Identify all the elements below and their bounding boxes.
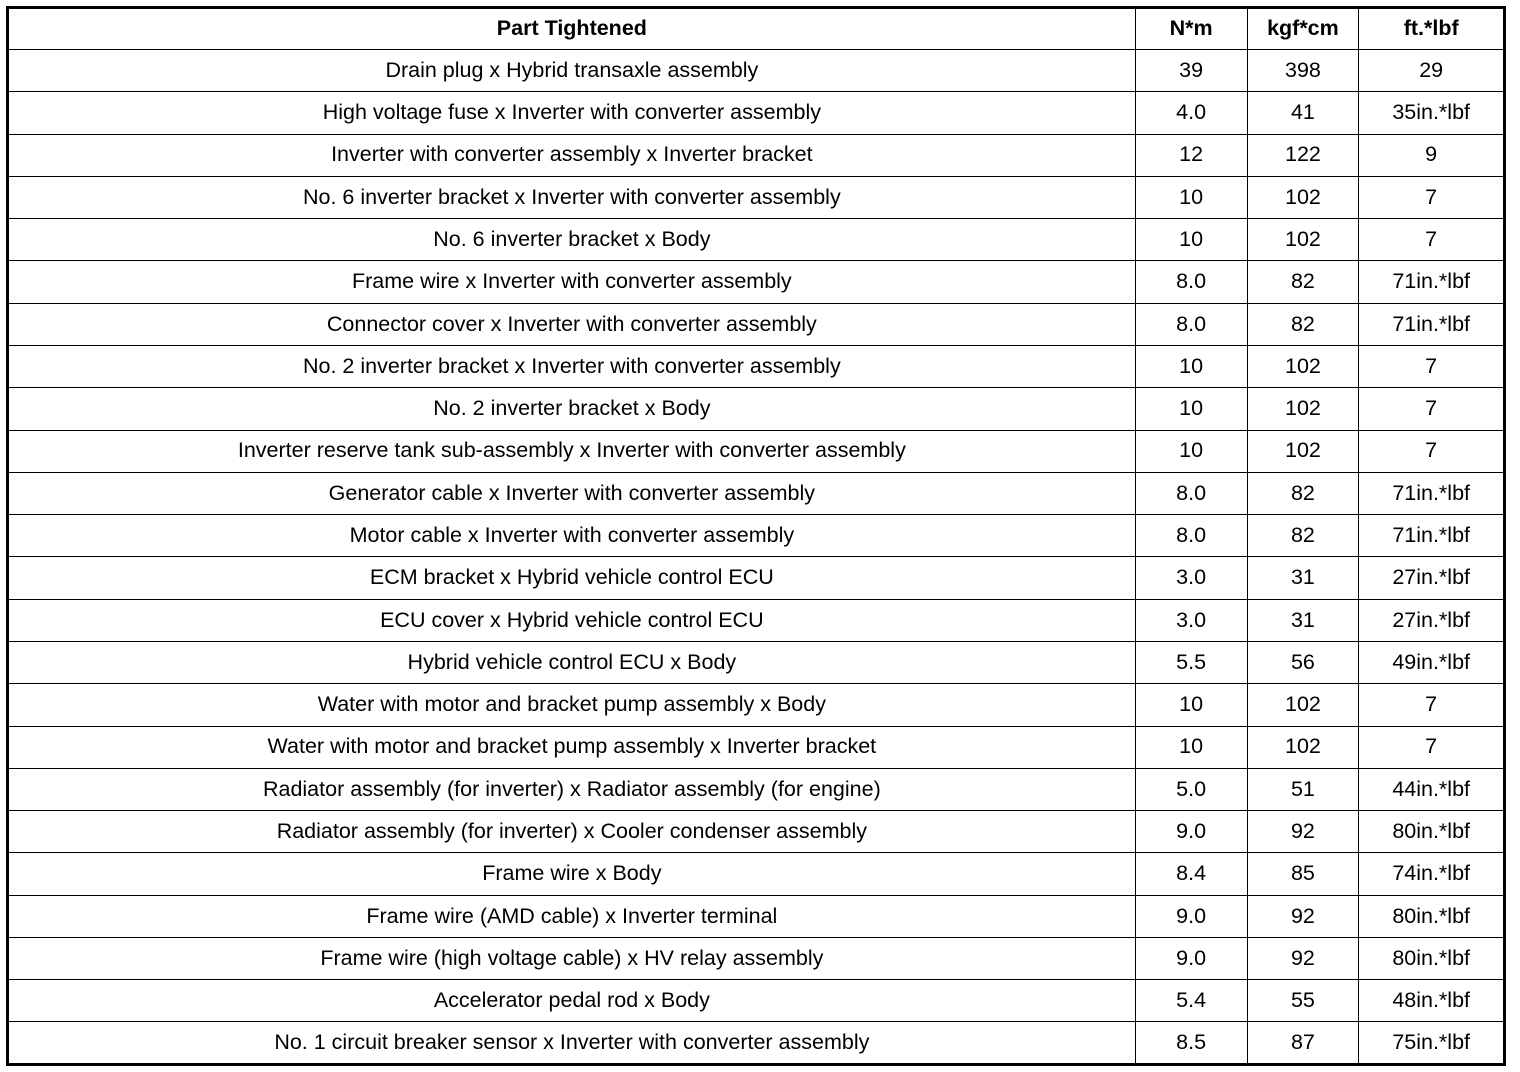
table-row [8, 515, 1505, 557]
torque-spec-table [6, 6, 1506, 1066]
part-cell: Inverter reserve tank sub-assembly x Inverter with converter assembly [8, 430, 1136, 472]
kgfcm-cell: 102 [1247, 726, 1359, 768]
ftlbf-cell: 48in.*lbf [1359, 980, 1505, 1022]
nm-cell: 9.0 [1135, 937, 1247, 979]
nm-cell: 10 [1135, 684, 1247, 726]
ftlbf-cell: 29 [1359, 50, 1505, 92]
kgfcm-cell: 55 [1247, 980, 1359, 1022]
table-row [8, 50, 1505, 92]
table-row [8, 388, 1505, 430]
table-row [8, 176, 1505, 218]
part-cell: Generator cable x Inverter with converter assembly [8, 472, 1136, 514]
kgfcm-cell: 398 [1247, 50, 1359, 92]
kgfcm-cell: 92 [1247, 937, 1359, 979]
table-row [8, 261, 1505, 303]
ftlbf-cell: 80in.*lbf [1359, 937, 1505, 979]
ftlbf-cell: 35in.*lbf [1359, 92, 1505, 134]
kgfcm-cell: 102 [1247, 684, 1359, 726]
table-row [8, 430, 1505, 472]
ftlbf-cell: 80in.*lbf [1359, 895, 1505, 937]
nm-cell: 8.0 [1135, 303, 1247, 345]
part-cell: Water with motor and bracket pump assembly x Body [8, 684, 1136, 726]
ftlbf-cell: 9 [1359, 134, 1505, 176]
part-cell: No. 1 circuit breaker sensor x Inverter with converter assembly [8, 1022, 1136, 1065]
nm-cell: 10 [1135, 726, 1247, 768]
part-cell: Water with motor and bracket pump assembly x Inverter bracket [8, 726, 1136, 768]
ftlbf-cell: 7 [1359, 430, 1505, 472]
header-part-tightened: Part Tightened [8, 8, 1136, 50]
ftlbf-cell: 7 [1359, 219, 1505, 261]
nm-cell: 3.0 [1135, 557, 1247, 599]
nm-cell: 3.0 [1135, 599, 1247, 641]
part-cell: Connector cover x Inverter with converter assembly [8, 303, 1136, 345]
nm-cell: 8.0 [1135, 515, 1247, 557]
kgfcm-cell: 102 [1247, 219, 1359, 261]
nm-cell: 10 [1135, 388, 1247, 430]
table-row [8, 937, 1505, 979]
table-row [8, 726, 1505, 768]
ftlbf-cell: 7 [1359, 684, 1505, 726]
kgfcm-cell: 102 [1247, 430, 1359, 472]
nm-cell: 39 [1135, 50, 1247, 92]
kgfcm-cell: 41 [1247, 92, 1359, 134]
part-cell: Frame wire x Inverter with converter assembly [8, 261, 1136, 303]
ftlbf-cell: 74in.*lbf [1359, 853, 1505, 895]
table-row [8, 768, 1505, 810]
kgfcm-cell: 102 [1247, 345, 1359, 387]
part-cell: Hybrid vehicle control ECU x Body [8, 641, 1136, 683]
table-row [8, 134, 1505, 176]
part-cell: No. 2 inverter bracket x Body [8, 388, 1136, 430]
table-row [8, 1022, 1505, 1065]
kgfcm-cell: 82 [1247, 303, 1359, 345]
table-row [8, 853, 1505, 895]
kgfcm-cell: 51 [1247, 768, 1359, 810]
nm-cell: 10 [1135, 345, 1247, 387]
table-row [8, 92, 1505, 134]
table-header-row [8, 8, 1505, 50]
ftlbf-cell: 71in.*lbf [1359, 472, 1505, 514]
part-cell: Drain plug x Hybrid transaxle assembly [8, 50, 1136, 92]
kgfcm-cell: 92 [1247, 895, 1359, 937]
ftlbf-cell: 71in.*lbf [1359, 303, 1505, 345]
ftlbf-cell: 71in.*lbf [1359, 515, 1505, 557]
table-row [8, 303, 1505, 345]
ftlbf-cell: 7 [1359, 345, 1505, 387]
nm-cell: 5.4 [1135, 980, 1247, 1022]
nm-cell: 8.0 [1135, 261, 1247, 303]
nm-cell: 5.0 [1135, 768, 1247, 810]
table-row [8, 895, 1505, 937]
nm-cell: 8.5 [1135, 1022, 1247, 1065]
kgfcm-cell: 85 [1247, 853, 1359, 895]
ftlbf-cell: 80in.*lbf [1359, 811, 1505, 853]
header-kgfcm: kgf*cm [1247, 8, 1359, 50]
kgfcm-cell: 56 [1247, 641, 1359, 683]
part-cell: Radiator assembly (for inverter) x Cooler condenser assembly [8, 811, 1136, 853]
part-cell: ECM bracket x Hybrid vehicle control ECU [8, 557, 1136, 599]
part-cell: No. 6 inverter bracket x Body [8, 219, 1136, 261]
nm-cell: 9.0 [1135, 895, 1247, 937]
part-cell: Frame wire x Body [8, 853, 1136, 895]
kgfcm-cell: 82 [1247, 472, 1359, 514]
ftlbf-cell: 7 [1359, 388, 1505, 430]
table-row [8, 980, 1505, 1022]
part-cell: Frame wire (high voltage cable) x HV relay assembly [8, 937, 1136, 979]
part-cell: No. 6 inverter bracket x Inverter with converter assembly [8, 176, 1136, 218]
ftlbf-cell: 44in.*lbf [1359, 768, 1505, 810]
table-row [8, 641, 1505, 683]
nm-cell: 8.0 [1135, 472, 1247, 514]
nm-cell: 5.5 [1135, 641, 1247, 683]
ftlbf-cell: 49in.*lbf [1359, 641, 1505, 683]
part-cell: Motor cable x Inverter with converter assembly [8, 515, 1136, 557]
table-row [8, 811, 1505, 853]
table-row [8, 684, 1505, 726]
ftlbf-cell: 27in.*lbf [1359, 557, 1505, 599]
ftlbf-cell: 71in.*lbf [1359, 261, 1505, 303]
kgfcm-cell: 31 [1247, 557, 1359, 599]
part-cell: Radiator assembly (for inverter) x Radiator assembly (for engine) [8, 768, 1136, 810]
nm-cell: 4.0 [1135, 92, 1247, 134]
kgfcm-cell: 82 [1247, 515, 1359, 557]
table-row [8, 599, 1505, 641]
header-nm: N*m [1135, 8, 1247, 50]
ftlbf-cell: 75in.*lbf [1359, 1022, 1505, 1065]
nm-cell: 12 [1135, 134, 1247, 176]
nm-cell: 9.0 [1135, 811, 1247, 853]
kgfcm-cell: 92 [1247, 811, 1359, 853]
nm-cell: 10 [1135, 430, 1247, 472]
table-row [8, 219, 1505, 261]
kgfcm-cell: 31 [1247, 599, 1359, 641]
ftlbf-cell: 27in.*lbf [1359, 599, 1505, 641]
ftlbf-cell: 7 [1359, 176, 1505, 218]
kgfcm-cell: 102 [1247, 388, 1359, 430]
part-cell: Frame wire (AMD cable) x Inverter terminal [8, 895, 1136, 937]
nm-cell: 10 [1135, 219, 1247, 261]
nm-cell: 8.4 [1135, 853, 1247, 895]
part-cell: Inverter with converter assembly x Inverter bracket [8, 134, 1136, 176]
kgfcm-cell: 122 [1247, 134, 1359, 176]
table-row [8, 345, 1505, 387]
kgfcm-cell: 102 [1247, 176, 1359, 218]
ftlbf-cell: 7 [1359, 726, 1505, 768]
part-cell: No. 2 inverter bracket x Inverter with converter assembly [8, 345, 1136, 387]
part-cell: High voltage fuse x Inverter with converter assembly [8, 92, 1136, 134]
header-ftlbf: ft.*lbf [1359, 8, 1505, 50]
kgfcm-cell: 87 [1247, 1022, 1359, 1065]
table-row [8, 557, 1505, 599]
table-row [8, 472, 1505, 514]
part-cell: Accelerator pedal rod x Body [8, 980, 1136, 1022]
part-cell: ECU cover x Hybrid vehicle control ECU [8, 599, 1136, 641]
nm-cell: 10 [1135, 176, 1247, 218]
kgfcm-cell: 82 [1247, 261, 1359, 303]
